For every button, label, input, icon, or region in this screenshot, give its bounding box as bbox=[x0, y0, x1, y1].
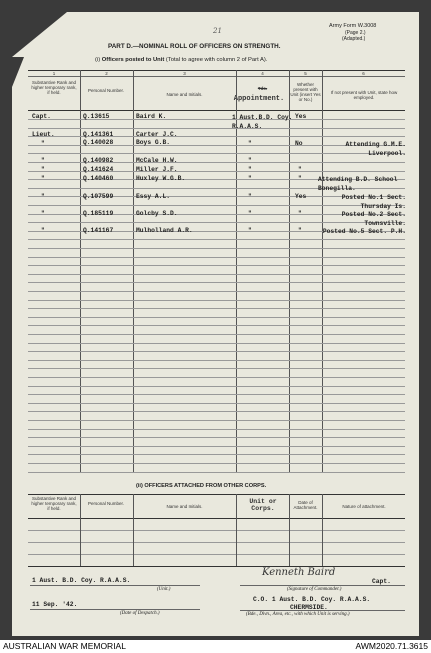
ruled-line bbox=[28, 463, 405, 464]
employed-cell: Attending G.M.E. Liverpool. bbox=[345, 141, 406, 157]
ruled-line bbox=[28, 308, 405, 309]
number-cell: Q.107599 bbox=[83, 193, 114, 200]
handwritten-page-mark: 21 bbox=[213, 27, 222, 35]
ii-col-header-date: Date of Attachment. bbox=[293, 500, 318, 510]
table-ii-top-border bbox=[28, 494, 405, 495]
name-cell: Boys G.B. bbox=[136, 139, 171, 146]
number-cell: Q.140982 bbox=[83, 157, 114, 164]
rank-cell: " bbox=[41, 157, 45, 164]
footer-bar bbox=[0, 640, 431, 653]
present-cell: " bbox=[298, 175, 302, 182]
ii-col-header-nature: Nature of attachment. bbox=[342, 504, 386, 509]
appointment-cell: 1 Aust.B.D. Coy. R.A.A.S. bbox=[232, 114, 293, 130]
torn-edge bbox=[12, 57, 24, 87]
rank-cell: Lieut. bbox=[32, 131, 55, 138]
date-value: 11 Sep. '42. bbox=[32, 601, 78, 608]
ruled-line bbox=[28, 265, 405, 266]
rank-cell: " bbox=[41, 193, 45, 200]
rank-cell: " bbox=[41, 210, 45, 217]
ruled-line bbox=[28, 325, 405, 326]
footer-left: AUSTRALIAN WAR MEMORIAL bbox=[3, 641, 126, 651]
number-cell: Q.140460 bbox=[83, 175, 114, 182]
ruled-line bbox=[28, 360, 405, 361]
rank-cell: " bbox=[41, 166, 45, 173]
rank-cell: Capt. bbox=[32, 113, 51, 120]
army-form-label: Army Form W.3008 bbox=[329, 23, 377, 29]
number-cell: Q.13615 bbox=[83, 113, 110, 120]
ruled-line bbox=[28, 343, 405, 344]
employed-cell: Posted No.5 Sect. P.H. bbox=[322, 228, 406, 235]
ruled-line bbox=[28, 454, 405, 455]
present-cell: No bbox=[295, 140, 303, 147]
bde-label: (Bde., Divn., Area, etc., with which Unit is serving.) bbox=[246, 612, 350, 617]
signature-line bbox=[240, 585, 405, 586]
section-ii-title: OFFICERS ATTACHED FROM OTHER CORPS. bbox=[144, 483, 267, 489]
col-number-6: 6 bbox=[362, 71, 365, 76]
col-divider bbox=[80, 494, 81, 566]
ii-col-header-unit: Unit or Corps. bbox=[249, 498, 277, 512]
col-header-employed: If not present with Unit, state how employed. bbox=[330, 90, 398, 100]
section-i-heading bbox=[95, 57, 267, 63]
page-label: (Page 2.) bbox=[345, 30, 366, 36]
ruled-line bbox=[28, 334, 405, 335]
commander-signature: Kenneth Baird bbox=[262, 567, 336, 578]
ruled-line bbox=[28, 282, 405, 283]
section-ii-number: (ii) bbox=[136, 483, 143, 489]
employed-cell: Posted No.2 Sect. Townsville. bbox=[341, 211, 406, 227]
col-header-present: Whether present with Unit (insert Yes or No.) bbox=[290, 82, 321, 102]
appointment-cell: " bbox=[248, 166, 252, 173]
col-header-name: Name and Initials. bbox=[166, 92, 203, 97]
present-cell: Yes bbox=[295, 193, 307, 200]
table-number-row-border bbox=[28, 76, 405, 77]
bde-line bbox=[240, 610, 405, 611]
torn-corner bbox=[12, 12, 67, 57]
unit-line bbox=[30, 585, 200, 586]
employed-cell: Attending B.D. School Bonegilla. bbox=[318, 176, 398, 192]
ii-col-header-name: Name and Initials. bbox=[166, 504, 203, 509]
ruled-line bbox=[28, 317, 405, 318]
present-cell: " bbox=[298, 210, 302, 217]
name-cell: Huxley W.G.B. bbox=[136, 175, 186, 182]
signature-rank: Capt. bbox=[372, 578, 391, 585]
col-number-5: 5 bbox=[304, 71, 307, 76]
name-cell: McCale H.W. bbox=[136, 157, 178, 164]
section-i-bold: Officers posted to Unit bbox=[101, 57, 165, 63]
table-ii-rule bbox=[28, 554, 405, 555]
ruled-line bbox=[28, 429, 405, 430]
ruled-line bbox=[28, 420, 405, 421]
col-divider bbox=[322, 494, 323, 566]
ruled-line bbox=[28, 403, 405, 404]
adapted-label: (Adapted.) bbox=[342, 36, 366, 42]
ruled-line bbox=[28, 411, 405, 412]
table-ii-header-border bbox=[28, 518, 405, 519]
appointment-cell: " bbox=[248, 140, 252, 147]
table-bottom-border bbox=[28, 472, 405, 473]
rank-cell: " bbox=[41, 227, 45, 234]
number-cell: Q.141361 bbox=[83, 131, 114, 138]
unit-label: (Unit.) bbox=[157, 587, 171, 592]
name-cell: Essy A.L. bbox=[136, 193, 171, 200]
col-number-4: 4 bbox=[261, 71, 264, 76]
ruled-line bbox=[28, 239, 405, 240]
col-number-3: 3 bbox=[183, 71, 186, 76]
table-ii-rule bbox=[28, 542, 405, 543]
commander-line-1: C.O. 1 Aust. B.D. Coy. R.A.A.S. bbox=[253, 596, 371, 603]
col-header-number: Personal Number. bbox=[87, 88, 125, 93]
name-cell: Mulholland A.R. bbox=[136, 227, 193, 234]
ii-col-header-rank: Substantive Rank and higher temporary rank, if held. bbox=[31, 496, 77, 511]
ruled-line bbox=[28, 128, 405, 129]
ruled-line bbox=[28, 257, 405, 258]
number-cell: Q.141624 bbox=[83, 166, 114, 173]
col-header-appointment-struck: Tdc. bbox=[257, 86, 268, 91]
table-ii-rule bbox=[28, 530, 405, 531]
ruled-line bbox=[28, 394, 405, 395]
appointment-cell: " bbox=[248, 157, 252, 164]
table-ii-bottom-border bbox=[28, 566, 405, 567]
ruled-line bbox=[28, 351, 405, 352]
signature-label: (Signature of Commander.) bbox=[287, 587, 342, 592]
col-number-2: 2 bbox=[105, 71, 108, 76]
name-cell: Miller J.F. bbox=[136, 166, 178, 173]
number-cell: Q.141167 bbox=[83, 227, 114, 234]
appointment-cell: " bbox=[248, 175, 252, 182]
name-cell: Baird K. bbox=[136, 113, 167, 120]
col-header-appointment: Appointment. bbox=[233, 95, 285, 103]
appointment-cell: " bbox=[248, 193, 252, 200]
ii-col-header-number: Personal Number. bbox=[87, 501, 125, 506]
unit-value: 1 Aust. B.D. Coy. R.A.A.S. bbox=[32, 577, 131, 584]
ruled-line bbox=[28, 274, 405, 275]
ruled-line bbox=[28, 300, 405, 301]
appointment-cell: " bbox=[248, 210, 252, 217]
page-title: PART D.—NOMINAL ROLL OF OFFICERS ON STRENGTH. bbox=[108, 43, 281, 50]
rank-cell: " bbox=[41, 140, 45, 147]
section-i-note: (Total to agree with column 2 of Part A). bbox=[165, 57, 268, 63]
col-number-1: 1 bbox=[52, 71, 56, 76]
name-cell: Carter J.C. bbox=[136, 131, 178, 138]
ruled-line bbox=[28, 386, 405, 387]
present-cell: Yes bbox=[295, 113, 307, 120]
ruled-line bbox=[28, 291, 405, 292]
employed-cell: Posted No.1 Sect. Thursday Is. bbox=[341, 194, 406, 210]
ruled-line bbox=[28, 368, 405, 369]
rank-cell: " bbox=[41, 175, 45, 182]
number-cell: Q.140028 bbox=[83, 139, 114, 146]
appointment-cell: " bbox=[248, 227, 252, 234]
date-label: (Date of Despatch.) bbox=[120, 611, 160, 616]
present-cell: " bbox=[298, 166, 302, 173]
number-cell: Q.185119 bbox=[83, 210, 114, 217]
ruled-line bbox=[28, 446, 405, 447]
present-cell: " bbox=[298, 227, 302, 234]
date-line bbox=[30, 609, 200, 610]
section-ii-heading bbox=[136, 483, 266, 489]
commander-line-2: CHERMSIDE. bbox=[290, 604, 328, 611]
col-divider bbox=[236, 494, 237, 566]
name-cell: Golcby S.D. bbox=[136, 210, 178, 217]
table-header-bottom-border bbox=[28, 110, 405, 111]
footer-right: AWM2020.71.3615 bbox=[355, 641, 428, 651]
ruled-line bbox=[28, 472, 405, 473]
col-header-rank: Substantive Rank and higher temporary rank, if held. bbox=[31, 80, 77, 95]
ruled-line bbox=[28, 377, 405, 378]
section-i-number: (i) bbox=[95, 57, 101, 63]
ruled-line bbox=[28, 437, 405, 438]
ruled-line bbox=[28, 248, 405, 249]
